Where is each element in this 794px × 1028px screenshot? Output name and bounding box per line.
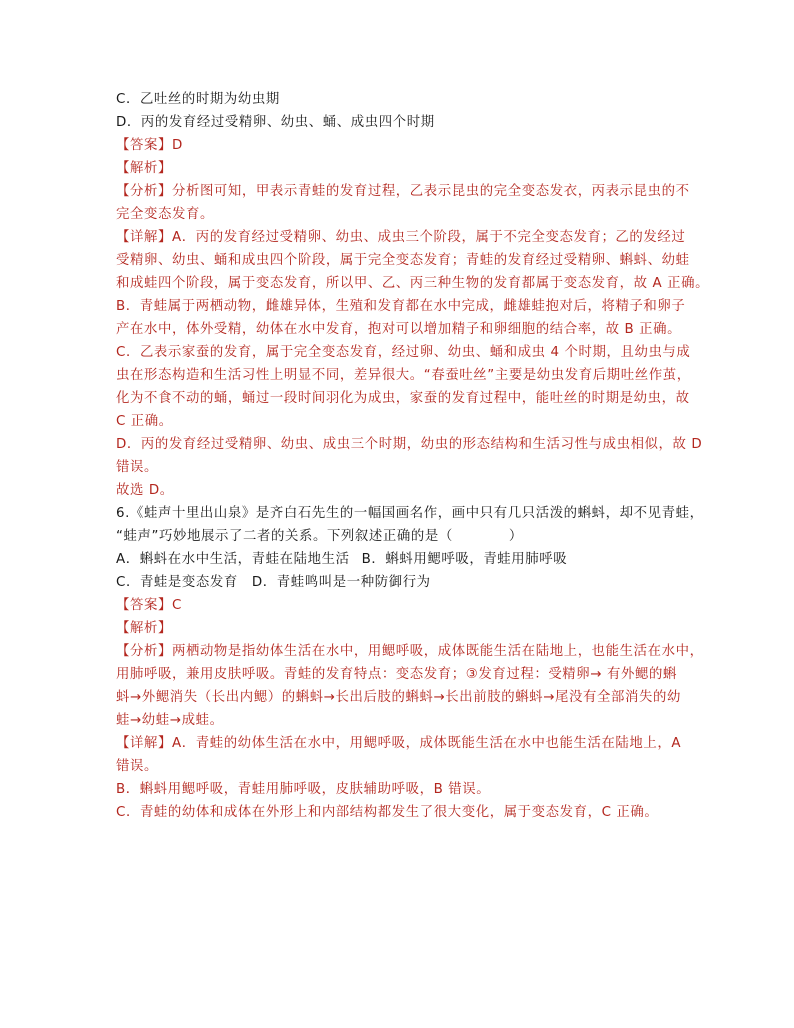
q5-detail-line: 化为不食不动的蛹，蛹过一段时间羽化为成虫，家蚕的发育过程中，能吐丝的时期是幼虫，故 [116, 391, 690, 406]
q6-option-b: B．蝌蚪用鳃呼吸，青蛙用肺呼吸 [361, 552, 568, 567]
q6-stem-line: 6.《蛙声十里出山泉》是齐白石先生的一幅国画名作，画中只有几只活泼的蝌蚪，却不见青蛙， [116, 506, 704, 521]
q6-option-d: D．青蛙鸣叫是一种防御行为 [251, 575, 431, 590]
q6-options-ab [116, 548, 682, 571]
q5-analysis-line: 【分析】分析图可知，甲表示青蛙的发育过程，乙表示昆虫的完全变态发衣，丙表示昆虫的不 [116, 184, 690, 199]
q5-analysis-line: 完全变态发育。 [116, 207, 214, 222]
q5-analysis-heading: 【解析】 [116, 161, 172, 176]
q5-conclusion: 故选 D。 [116, 483, 174, 498]
q5-answer: 【答案】D [116, 138, 183, 153]
q6-analysis-heading: 【解析】 [116, 621, 172, 636]
q6-analysis-line: 蛙→幼蛙→成蛙。 [116, 713, 224, 728]
q6-options-cd [116, 571, 682, 594]
q5-detail-line: 虫在形态构造和生活习性上明显不同，差异很大。“春蚕吐丝”主要是幼虫发育后期吐丝作茧， [116, 368, 691, 383]
q5-detail-line: 产在水中，体外受精，幼体在水中发育，抱对可以增加精子和卵细胞的结合率，故 B 正确。 [116, 322, 682, 337]
q6-detail-line: 错误。 [116, 759, 158, 774]
q6-detail-line: C．青蛙的幼体和成体在外形上和内部结构都发生了很大变化，属于变态发育，C 正确。 [116, 805, 659, 820]
q5-detail-line: 错误。 [116, 460, 158, 475]
q5-detail-line: B．青蛙属于两栖动物，雌雄异体，生殖和发育都在水中完成，雌雄蛙抱对后，将精子和卵子 [116, 299, 686, 314]
q5-detail-line: C．乙表示家蚕的发育，属于完全变态发育，经过卵、幼虫、蛹和成虫 4 个时期，且幼虫与成 [116, 345, 691, 360]
q5-detail-line: C 正确。 [116, 414, 173, 429]
q5-detail-line: 和成蛙四个阶段，属于变态发育，所以甲、乙、丙三种生物的发育都属于变态发育，故 A 正确。 [116, 276, 710, 291]
q6-answer: 【答案】C [116, 598, 182, 613]
q6-detail-line: B．蝌蚪用鳃呼吸，青蛙用肺呼吸，皮肤辅助呼吸，B 错误。 [116, 782, 491, 797]
q5-detail-line: 受精卵、幼虫、蛹和成虫四个阶段，属于完全变态发育；青蛙的发育经过受精卵、蝌蚪、幼蛙 [116, 253, 690, 268]
q6-option-c: C．青蛙是变态发育 [116, 575, 238, 590]
q5-option-d: D．丙的发育经过受精卵、幼虫、蛹、成虫四个时期 [116, 115, 435, 130]
q6-analysis-line: 用肺呼吸，兼用皮肤呼吸。青蛙的发育特点：变态发育；③发育过程：受精卵→ 有外鳃的蝌 [116, 667, 677, 682]
q6-detail-line: 【详解】A．青蛙的幼体生活在水中，用鳃呼吸，成体既能生活在水中也能生活在陆地上，A [116, 736, 682, 751]
q6-analysis-line: 【分析】两栖动物是指幼体生活在水中，用鳃呼吸，成体既能生活在陆地上，也能生活在水中， [116, 644, 704, 659]
q6-analysis-line: 蚪→外鳃消失（长出内鳃）的蝌蚪→长出后肢的蝌蚪→长出前肢的蝌蚪→尾没有全部消失的幼 [116, 690, 681, 705]
q5-detail-line: 【详解】A．丙的发育经过受精卵、幼虫、成虫三个阶段，属于不完全变态发育；乙的发经过 [116, 230, 686, 245]
q5-option-c: C．乙吐丝的时期为幼虫期 [116, 92, 280, 107]
q5-detail-line: D．丙的发育经过受精卵、幼虫、成虫三个时期，幼虫的形态结构和生活习性与成虫相似，故 D [116, 437, 703, 452]
q6-stem-line: “蛙声”巧妙地展示了二者的关系。下列叙述正确的是（ ） [116, 529, 523, 544]
document-page [116, 88, 710, 824]
q6-option-a: A．蝌蚪在水中生活，青蛙在陆地生活 [116, 552, 350, 567]
